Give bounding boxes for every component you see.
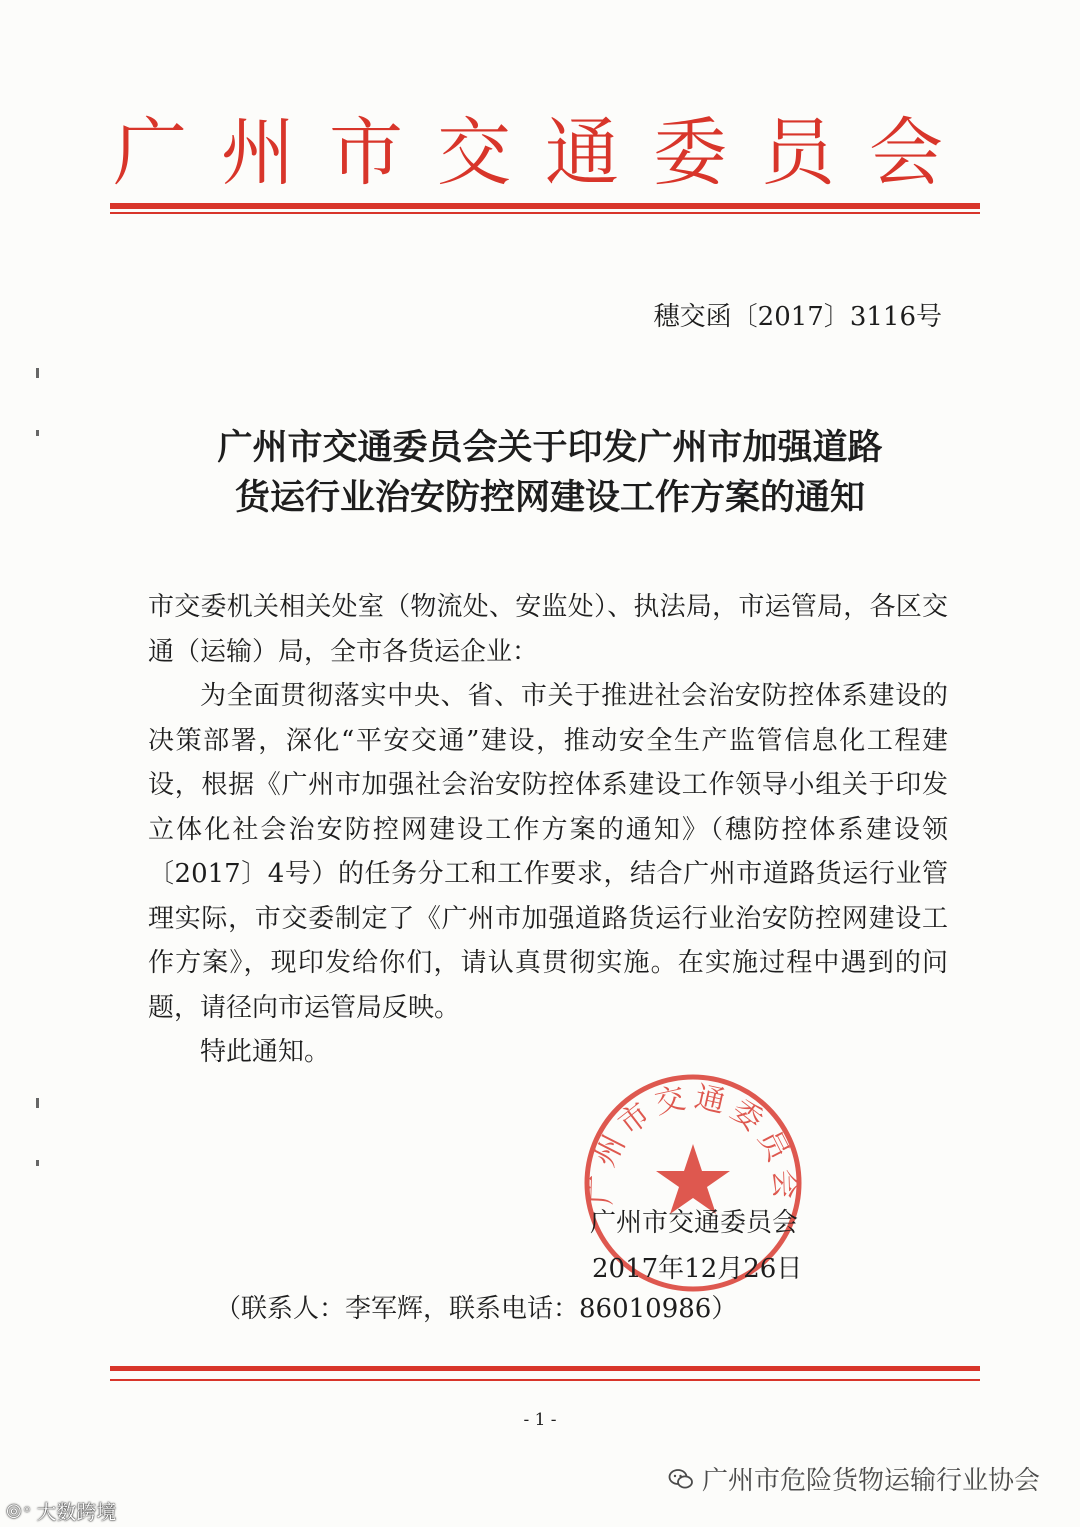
- letterhead-divider: [110, 203, 980, 209]
- page-number: - 1 -: [523, 1410, 557, 1430]
- document-number: 穗交函〔2017〕3116号: [653, 302, 942, 332]
- closing-phrase: 特此通知。: [200, 1037, 331, 1067]
- scan-mark: [36, 430, 39, 436]
- signature-date: 2017年12月26日: [592, 1254, 803, 1284]
- title-line: 广州市交通委员会关于印发广州市加强道路: [217, 428, 883, 468]
- scan-mark: [36, 1098, 39, 1108]
- letterhead-divider-thin: [110, 212, 980, 214]
- addressee: 市交委机关相关处室（物流处、安监处）、执法局，市运管局，各区交通（运输）局，全市各货运企业：: [148, 592, 948, 667]
- account-watermark: [668, 1460, 1040, 1497]
- scan-mark: [36, 1160, 39, 1166]
- footer-divider: [110, 1366, 980, 1371]
- footer-divider-thin: [110, 1379, 980, 1381]
- document-body: [148, 585, 948, 1075]
- contact-info: （联系人：李军辉，联系电话：86010986）: [215, 1294, 738, 1324]
- watermark-text: 大数跨境: [36, 1500, 117, 1524]
- scan-mark: [36, 368, 39, 378]
- seal-text: 广州市交通委员会: [583, 1079, 803, 1206]
- chat-bubble-icon: [668, 1466, 694, 1492]
- logo-icon: ◎◦: [6, 1500, 33, 1521]
- watermark-text: 广州市危险货物运输行业协会: [701, 1466, 1040, 1496]
- signature-org: 广州市交通委员会: [590, 1208, 799, 1238]
- signature-block: [590, 1200, 802, 1292]
- source-watermark: [6, 1496, 116, 1525]
- title-line: 货运行业治安防控网建设工作方案的通知: [234, 478, 865, 518]
- body-paragraph: 为全面贯彻落实中央、省、市关于推进社会治安防控体系建设的决策部署，深化“平安交通”建设，推动安全生产监管信息化工程建设，根据《广州市加强社会治安防控体系建设工作领导小组关于印发立体化社会治安防控网建设工作方案的通知》（穗防控体系建设领〔2017〕4号）的任务分工和工作要求，结合广州市道路货运行业管理实际，市交委制定了《广州市加强道路货运行业治安防控网建设工作方案》，现印发给你们，请认真贯彻实施。在实施过程中遇到的问题，请径向市运管局反映。: [148, 681, 948, 1023]
- letterhead: 广州市交通委员会: [113, 110, 977, 196]
- document-title: [120, 423, 980, 523]
